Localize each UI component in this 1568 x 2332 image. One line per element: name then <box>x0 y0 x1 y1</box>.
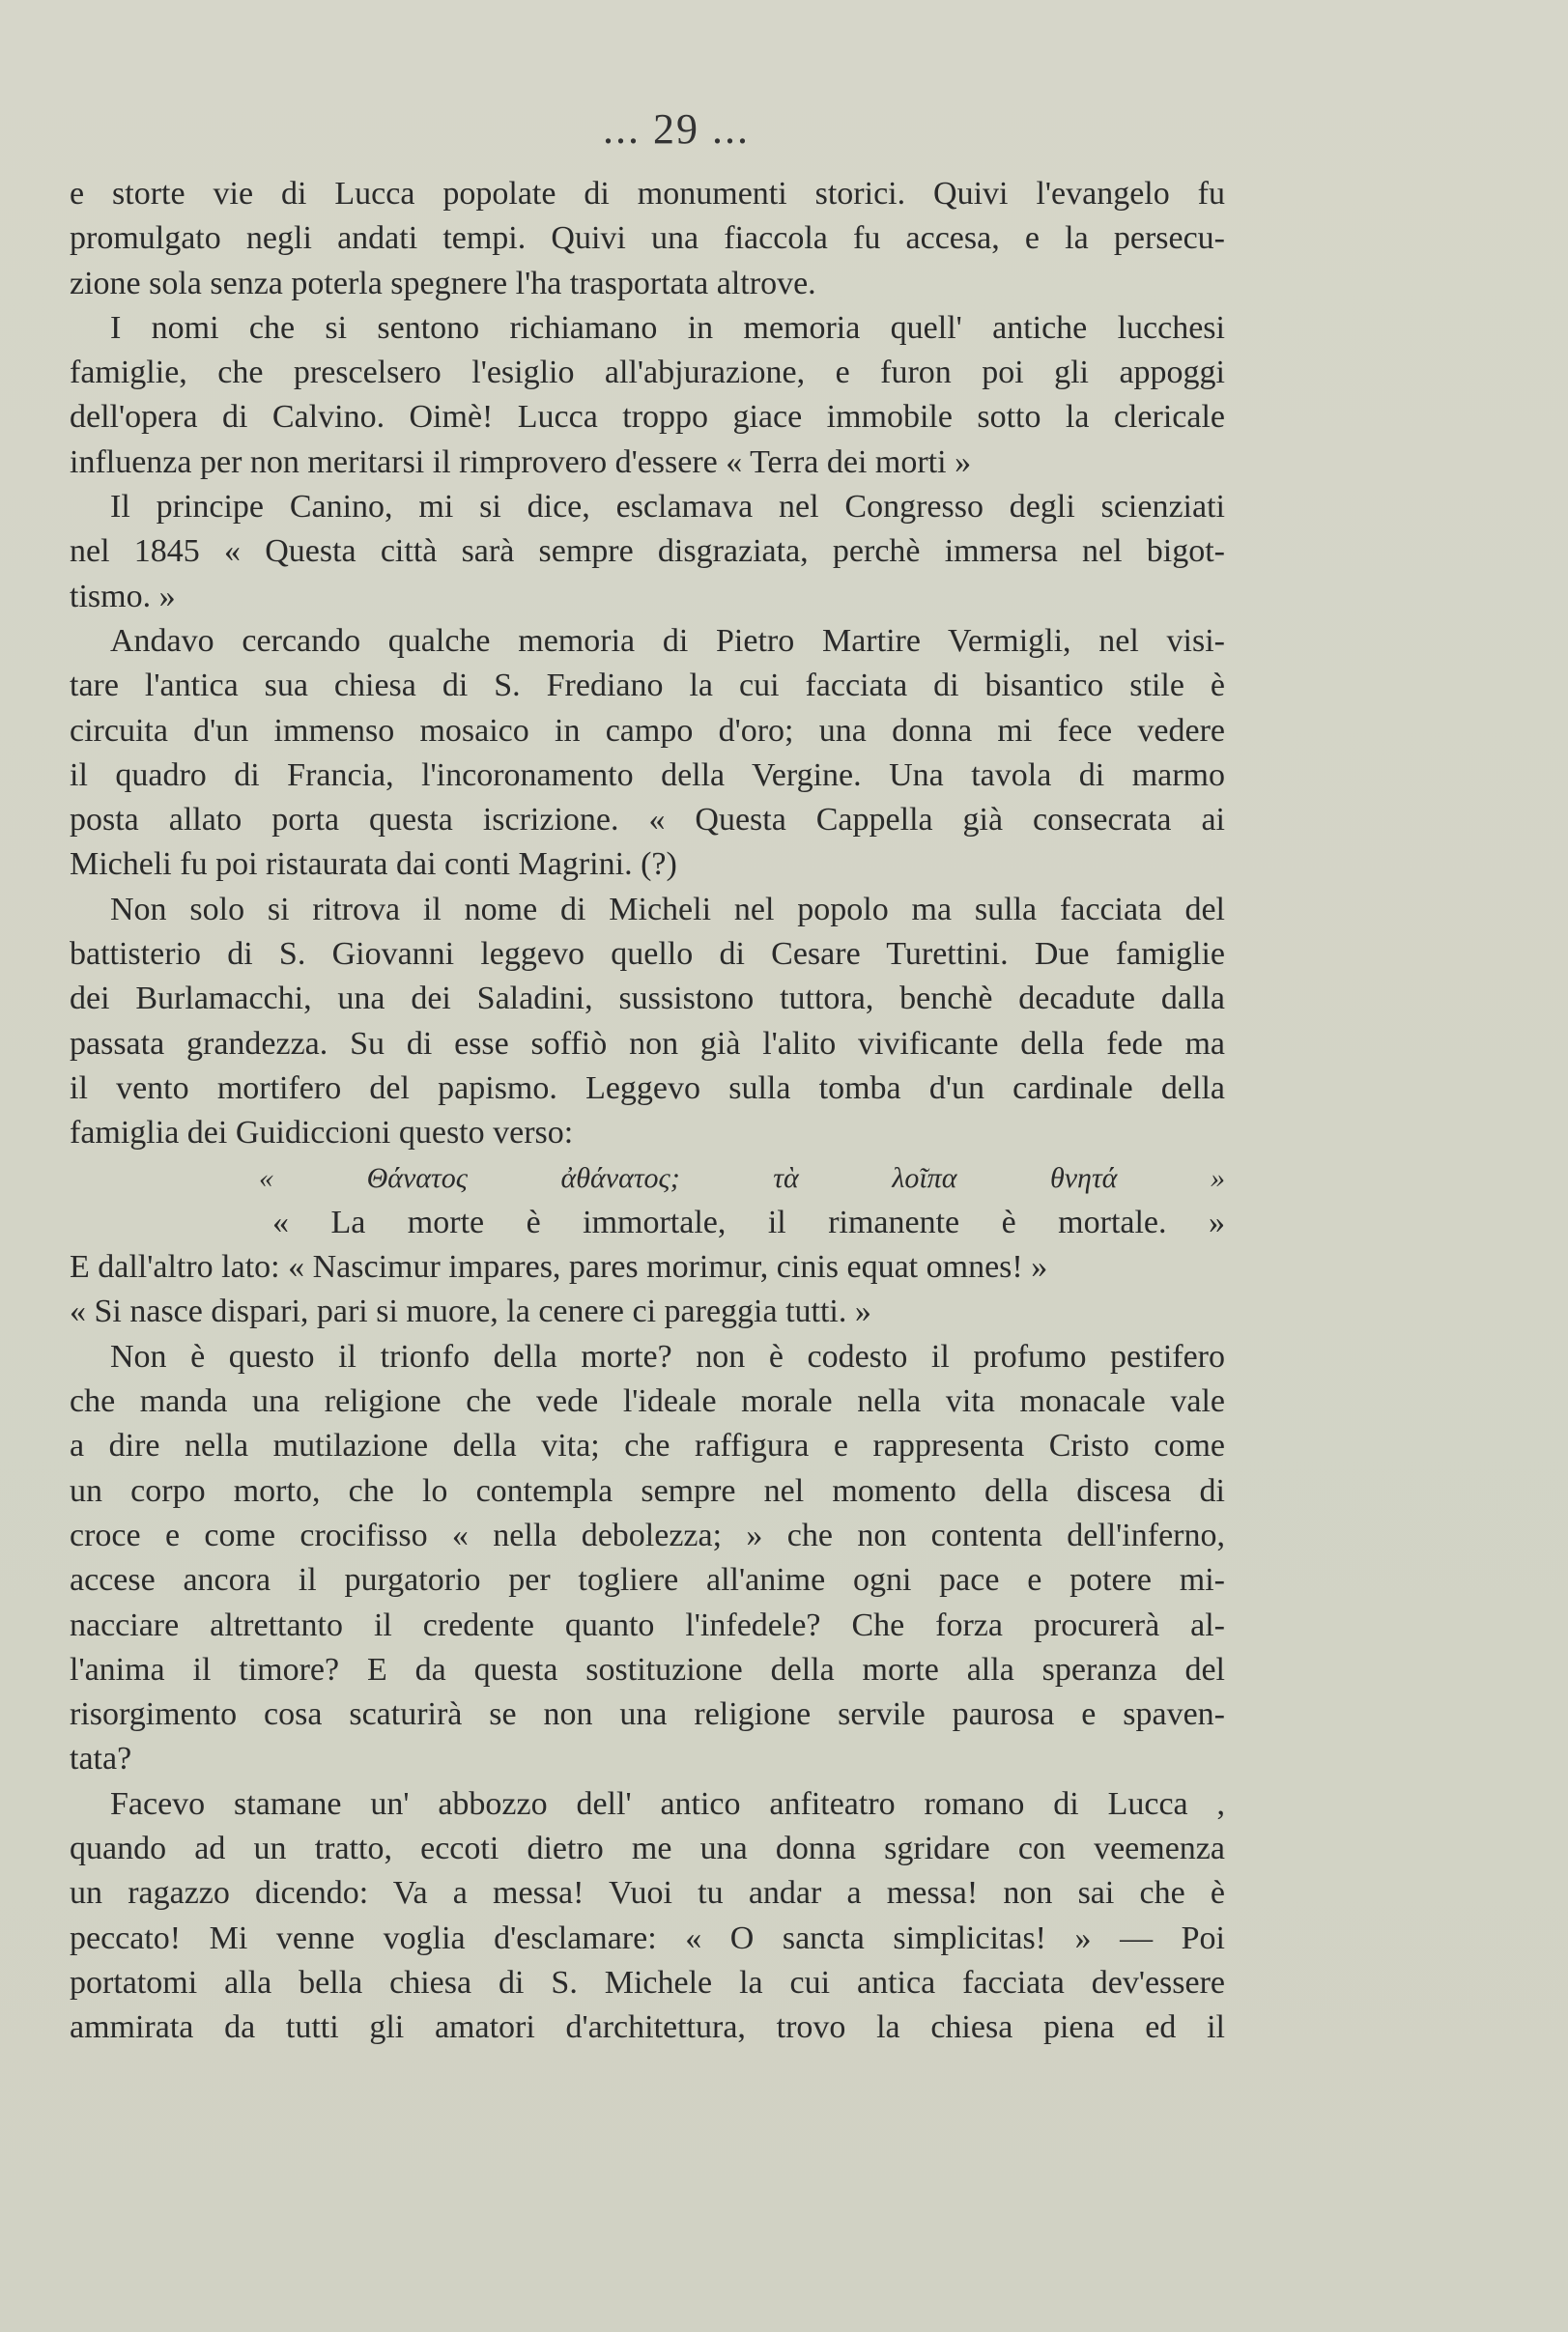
text-line: che manda una religione che vede l'ideale morale nella vita monacale vale <box>70 1383 1225 1420</box>
text-line: Non è questo il trionfo della morte? non è codesto il profumo pestifero <box>110 1338 1225 1375</box>
text-line: « Si nasce dispari, pari si muore, la cenere ci pareggia tutti. » <box>70 1294 871 1330</box>
text-line: peccato! Mi venne voglia d'esclamare: « O sancta simplicitas! » — Poi <box>70 1920 1225 1956</box>
text-line: accese ancora il purgatorio per togliere all'anime ogni pace e potere mi- <box>70 1562 1225 1599</box>
text-line: « Θάνατος ἀθάνατος; τὰ λοῖπα θνητά » <box>259 1161 1225 1194</box>
text-line: tismo. » <box>70 578 176 614</box>
text-line: Il principe Canino, mi si dice, esclamava nel Congresso degli scienziati <box>110 489 1225 526</box>
text-line: zione sola senza poterla spegnere l'ha trasportata altrove. <box>70 265 816 301</box>
text-line: battisterio di S. Giovanni leggevo quello di Cesare Turettini. Due famiglie <box>70 936 1225 973</box>
text-line: il quadro di Francia, l'incoronamento della Vergine. Una tavola di marmo <box>70 756 1225 793</box>
text-line: tare l'antica sua chiesa di S. Frediano la cui facciata di bisantico stile è <box>70 668 1225 704</box>
text-line: famiglia dei Guidiccioni questo verso: <box>70 1115 574 1152</box>
text-line: posta allato porta questa iscrizione. « Questa Cappella già consecrata ai <box>70 802 1225 839</box>
text-line: croce e come crocifisso « nella debolezza; » che non contenta dell'inferno, <box>70 1517 1225 1553</box>
text-line: E dall'altro lato: « Nascimur impares, pares morimur, cinis equat omnes! » <box>70 1249 1048 1286</box>
text-line: Micheli fu poi ristaurata dai conti Magrini. (?) <box>70 846 677 883</box>
text-line: ammirata da tutti gli amatori d'architettura, trovo la chiesa piena ed il <box>70 2009 1225 2046</box>
text-line: nel 1845 « Questa città sarà sempre disgraziata, perchè immersa nel bigot- <box>70 533 1225 570</box>
text-line: a dire nella mutilazione della vita; che raffigura e rappresenta Cristo come <box>70 1428 1225 1465</box>
text-line: « La morte è immortale, il rimanente è mortale. » <box>272 1204 1225 1240</box>
text-line: nacciare altrettanto il credente quanto l'infedele? Che forza procurerà al- <box>70 1607 1225 1643</box>
text-line: Andavo cercando qualche memoria di Pietro Martire Vermigli, nel visi- <box>110 622 1225 659</box>
text-line: quando ad un tratto, eccoti dietro me una donna sgridare con veemenza <box>70 1830 1225 1866</box>
text-line: un corpo morto, che lo contempla sempre nel momento della discesa di <box>70 1472 1225 1509</box>
text-line: l'anima il timore? E da questa sostituzione della morte alla speranza del <box>70 1651 1225 1688</box>
text-line: portatomi alla bella chiesa di S. Michele la cui antica facciata dev'essere <box>70 1964 1225 2001</box>
text-line: tata? <box>70 1741 132 1777</box>
text-line: e storte vie di Lucca popolate di monumenti storici. Quivi l'evangelo fu <box>70 176 1225 212</box>
text-line: dei Burlamacchi, una dei Saladini, sussistono tuttora, benchè decadute dalla <box>70 981 1225 1017</box>
text-line: promulgato negli andati tempi. Quivi una fiaccola fu accesa, e la persecu- <box>70 220 1225 257</box>
body-text <box>70 172 1225 2050</box>
text-line: risorgimento cosa scaturirà se non una religione servile paurosa e spaven- <box>70 1696 1225 1733</box>
text-line: passata grandezza. Su di esse soffiò non già l'alito vivificante della fede ma <box>70 1025 1225 1062</box>
text-line: famiglie, che prescelsero l'esiglio all'abjurazione, e furon poi gli appoggi <box>70 355 1225 391</box>
text-line: il vento mortifero del papismo. Leggevo sulla tomba d'un cardinale della <box>70 1069 1225 1106</box>
text-line: influenza per non meritarsi il rimprovero d'essere « Terra dei morti » <box>70 443 972 480</box>
text-line: circuita d'un immenso mosaico in campo d'oro; una donna mi fece vedere <box>70 712 1225 749</box>
text-line: I nomi che si sentono richiamano in memoria quell' antiche lucchesi <box>110 309 1225 346</box>
text-line: Facevo stamane un' abbozzo dell' antico anfiteatro romano di Lucca , <box>110 1785 1225 1822</box>
page-number: ... 29 ... <box>603 105 750 153</box>
text-line: un ragazzo dicendo: Va a messa! Vuoi tu andar a messa! non sai che è <box>70 1875 1225 1912</box>
text-line: dell'opera di Calvino. Oimè! Lucca troppo giace immobile sotto la clericale <box>70 399 1225 436</box>
text-line: Non solo si ritrova il nome di Micheli nel popolo ma sulla facciata del <box>110 891 1225 927</box>
